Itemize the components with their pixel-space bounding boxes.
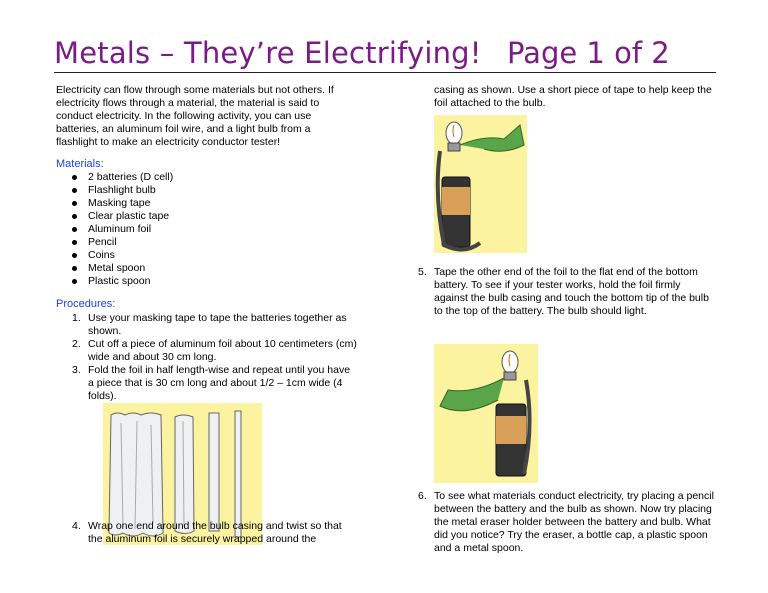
step-number: 2. [72,338,81,350]
procedure-step-3 [72,364,358,403]
list-item: Aluminum foil [72,223,173,236]
step-text: To see what materials conduct electricity, try placing a pencil between the battery and the bulb as shown. Now try placing the metal eraser holder between the battery and bulb. What did you notice? Try the eraser, a bottle cap, a plastic spoon and a metal spoon. [434,490,714,554]
step-text: Wrap one end around the bulb casing and twist so that the aluminum foil is securely wrapped around the [88,520,342,545]
step-number: 1. [72,312,81,324]
procedure-step-5 [418,266,716,318]
procedure-step-4 [72,520,358,546]
step-text: Fold the foil in half length-wise and repeat until you have a piece that is 30 cm long and about 1/2 – 1cm wide (4 folds). [88,364,351,402]
step-number: 4. [72,520,81,532]
list-item: Coins [72,249,173,262]
step-number: 6. [418,490,427,502]
step-text: Use your masking tape to tape the batteries together as shown. [88,312,347,337]
bulb-battery-illustration [434,115,527,253]
list-item: Pencil [72,236,173,249]
list-item: Clear plastic tape [72,210,173,223]
step-text: Tape the other end of the foil to the flat end of the bottom battery. To see if your tester works, hold the foil firmly against the bulb casing and touch the bottom tip of the bulb to the top of the battery. The bulb should light. [434,266,709,317]
list-item: Plastic spoon [72,275,173,288]
list-item: Flashlight bulb [72,184,173,197]
step-number: 5. [418,266,427,278]
page-title: Metals – They’re Electrifying! [54,36,482,70]
list-item: 2 batteries (D cell) [72,171,173,184]
header-divider [54,72,716,73]
materials-heading: Materials: [56,158,104,170]
step-number: 3. [72,364,81,376]
list-item: Metal spoon [72,262,173,275]
list-item: Masking tape [72,197,173,210]
page-number: Page 1 of 2 [507,36,670,70]
step-4-continued: casing as shown. Use a short piece of tape to help keep the foil attached to the bulb. [434,84,712,109]
procedures-heading: Procedures: [56,298,116,310]
procedure-step-1 [72,312,358,338]
procedure-step-6 [418,490,716,555]
step-text: Cut off a piece of aluminum foil about 10 centimeters (cm) wide and about 30 cm long. [88,338,357,363]
materials-list [72,171,173,288]
pencil-test-illustration [434,344,538,483]
intro-paragraph: Electricity can flow through some materials but not others. If electricity flows through a material, the material is said to conduct electricity. In the following activity, you can use batteries, an aluminum foil wire, and a light bulb from a flashlight to make an electricity conductor tester! [56,84,334,148]
procedure-step-2 [72,338,358,364]
